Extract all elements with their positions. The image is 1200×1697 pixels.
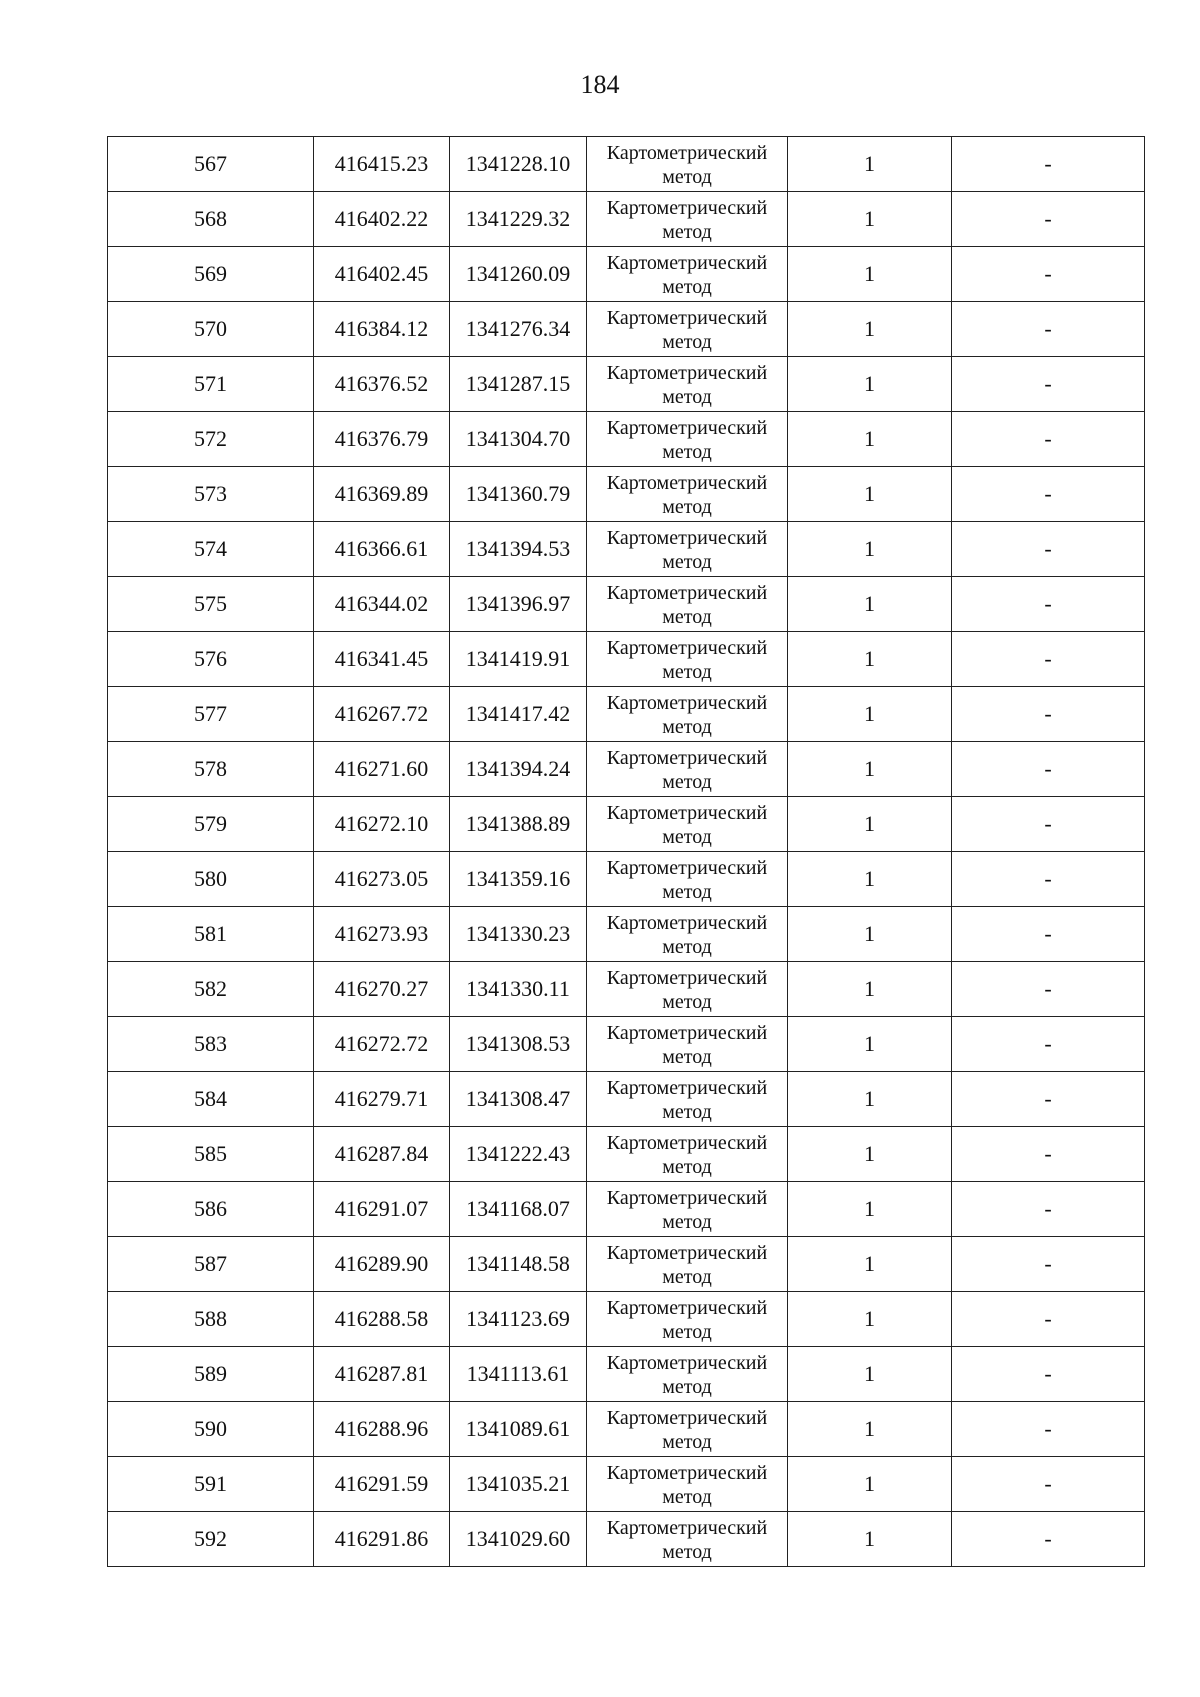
point-number-cell: 575 — [108, 577, 314, 632]
method-line-2: метод — [662, 881, 712, 903]
point-number-cell: 581 — [108, 907, 314, 962]
x-coordinate-cell: 416273.05 — [314, 852, 450, 907]
note-cell: - — [952, 1402, 1145, 1457]
method-line-1: Картометрический — [606, 142, 768, 164]
point-number-cell: 573 — [108, 467, 314, 522]
method-line-1: Картометрический — [606, 1022, 768, 1044]
point-number-cell: 587 — [108, 1237, 314, 1292]
note-cell: - — [952, 577, 1145, 632]
note-cell: - — [952, 1512, 1145, 1567]
note-cell: - — [952, 1072, 1145, 1127]
method-line-1: Картометрический — [606, 1132, 768, 1154]
method-line-2: метод — [662, 441, 712, 463]
note-cell: - — [952, 687, 1145, 742]
method-cell — [587, 412, 788, 467]
table-row — [108, 137, 1145, 192]
method-cell — [587, 1182, 788, 1237]
method-cell — [587, 1292, 788, 1347]
method-line-2: метод — [662, 551, 712, 573]
x-coordinate-cell: 416341.45 — [314, 632, 450, 687]
method-cell — [587, 797, 788, 852]
y-coordinate-cell: 1341029.60 — [450, 1512, 587, 1567]
accuracy-cell: 1 — [788, 1127, 952, 1182]
point-number-cell: 579 — [108, 797, 314, 852]
point-number-cell: 571 — [108, 357, 314, 412]
note-cell: - — [952, 1457, 1145, 1512]
table-row — [108, 687, 1145, 742]
y-coordinate-cell: 1341123.69 — [450, 1292, 587, 1347]
method-line-1: Картометрический — [606, 197, 768, 219]
y-coordinate-cell: 1341360.79 — [450, 467, 587, 522]
table-row — [108, 1512, 1145, 1567]
table-row — [108, 1017, 1145, 1072]
note-cell: - — [952, 1017, 1145, 1072]
method-line-2: метод — [662, 1266, 712, 1288]
y-coordinate-cell: 1341394.53 — [450, 522, 587, 577]
y-coordinate-cell: 1341330.23 — [450, 907, 587, 962]
point-number-cell: 590 — [108, 1402, 314, 1457]
method-cell — [587, 742, 788, 797]
accuracy-cell: 1 — [788, 522, 952, 577]
point-number-cell: 576 — [108, 632, 314, 687]
method-line-1: Картометрический — [606, 527, 768, 549]
y-coordinate-cell: 1341089.61 — [450, 1402, 587, 1457]
method-line-1: Картометрический — [606, 857, 768, 879]
x-coordinate-cell: 416272.72 — [314, 1017, 450, 1072]
method-line-2: метод — [662, 276, 712, 298]
note-cell: - — [952, 907, 1145, 962]
table-row — [108, 522, 1145, 577]
method-line-1: Картометрический — [606, 802, 768, 824]
method-cell — [587, 137, 788, 192]
accuracy-cell: 1 — [788, 742, 952, 797]
method-line-2: метод — [662, 1431, 712, 1453]
y-coordinate-cell: 1341304.70 — [450, 412, 587, 467]
method-line-2: метод — [662, 1211, 712, 1233]
accuracy-cell: 1 — [788, 1292, 952, 1347]
table-row — [108, 192, 1145, 247]
table-row — [108, 852, 1145, 907]
method-cell — [587, 687, 788, 742]
method-cell — [587, 962, 788, 1017]
method-line-1: Картометрический — [606, 912, 768, 934]
method-line-1: Картометрический — [606, 1407, 768, 1429]
x-coordinate-cell: 416344.02 — [314, 577, 450, 632]
x-coordinate-cell: 416384.12 — [314, 302, 450, 357]
x-coordinate-cell: 416287.81 — [314, 1347, 450, 1402]
accuracy-cell: 1 — [788, 1347, 952, 1402]
method-line-2: метод — [662, 1486, 712, 1508]
x-coordinate-cell: 416366.61 — [314, 522, 450, 577]
coordinates-table — [107, 136, 1145, 1567]
table-row — [108, 467, 1145, 522]
method-line-2: метод — [662, 771, 712, 793]
accuracy-cell: 1 — [788, 1072, 952, 1127]
x-coordinate-cell: 416376.52 — [314, 357, 450, 412]
table-row — [108, 1127, 1145, 1182]
x-coordinate-cell: 416279.71 — [314, 1072, 450, 1127]
note-cell: - — [952, 1182, 1145, 1237]
method-line-2: метод — [662, 1376, 712, 1398]
table-row — [108, 1292, 1145, 1347]
method-line-1: Картометрический — [606, 252, 768, 274]
method-line-1: Картометрический — [606, 417, 768, 439]
method-line-2: метод — [662, 936, 712, 958]
method-line-1: Картометрический — [606, 582, 768, 604]
x-coordinate-cell: 416287.84 — [314, 1127, 450, 1182]
x-coordinate-cell: 416291.07 — [314, 1182, 450, 1237]
note-cell: - — [952, 742, 1145, 797]
method-cell — [587, 357, 788, 412]
method-cell — [587, 192, 788, 247]
y-coordinate-cell: 1341276.34 — [450, 302, 587, 357]
method-line-2: метод — [662, 1321, 712, 1343]
table-row — [108, 742, 1145, 797]
accuracy-cell: 1 — [788, 302, 952, 357]
point-number-cell: 574 — [108, 522, 314, 577]
y-coordinate-cell: 1341229.32 — [450, 192, 587, 247]
method-line-2: метод — [662, 606, 712, 628]
table-row — [108, 247, 1145, 302]
y-coordinate-cell: 1341359.16 — [450, 852, 587, 907]
accuracy-cell: 1 — [788, 1017, 952, 1072]
point-number-cell: 591 — [108, 1457, 314, 1512]
method-line-1: Картометрический — [606, 747, 768, 769]
point-number-cell: 592 — [108, 1512, 314, 1567]
x-coordinate-cell: 416376.79 — [314, 412, 450, 467]
table-row — [108, 1072, 1145, 1127]
method-line-2: метод — [662, 1156, 712, 1178]
accuracy-cell: 1 — [788, 1237, 952, 1292]
accuracy-cell: 1 — [788, 137, 952, 192]
point-number-cell: 572 — [108, 412, 314, 467]
method-line-2: метод — [662, 386, 712, 408]
method-cell — [587, 1347, 788, 1402]
method-line-1: Картометрический — [606, 472, 768, 494]
note-cell: - — [952, 1127, 1145, 1182]
y-coordinate-cell: 1341394.24 — [450, 742, 587, 797]
x-coordinate-cell: 416270.27 — [314, 962, 450, 1017]
y-coordinate-cell: 1341287.15 — [450, 357, 587, 412]
point-number-cell: 586 — [108, 1182, 314, 1237]
x-coordinate-cell: 416291.59 — [314, 1457, 450, 1512]
method-cell — [587, 852, 788, 907]
method-line-2: метод — [662, 221, 712, 243]
accuracy-cell: 1 — [788, 1402, 952, 1457]
x-coordinate-cell: 416272.10 — [314, 797, 450, 852]
point-number-cell: 588 — [108, 1292, 314, 1347]
point-number-cell: 569 — [108, 247, 314, 302]
method-line-2: метод — [662, 716, 712, 738]
method-cell — [587, 907, 788, 962]
x-coordinate-cell: 416271.60 — [314, 742, 450, 797]
x-coordinate-cell: 416288.96 — [314, 1402, 450, 1457]
table-row — [108, 412, 1145, 467]
table-row — [108, 1237, 1145, 1292]
note-cell: - — [952, 302, 1145, 357]
x-coordinate-cell: 416288.58 — [314, 1292, 450, 1347]
accuracy-cell: 1 — [788, 632, 952, 687]
method-cell — [587, 1457, 788, 1512]
y-coordinate-cell: 1341330.11 — [450, 962, 587, 1017]
note-cell: - — [952, 852, 1145, 907]
table-row — [108, 1402, 1145, 1457]
method-line-1: Картометрический — [606, 1352, 768, 1374]
accuracy-cell: 1 — [788, 577, 952, 632]
table-row — [108, 632, 1145, 687]
point-number-cell: 568 — [108, 192, 314, 247]
point-number-cell: 580 — [108, 852, 314, 907]
note-cell: - — [952, 797, 1145, 852]
point-number-cell: 577 — [108, 687, 314, 742]
y-coordinate-cell: 1341113.61 — [450, 1347, 587, 1402]
note-cell: - — [952, 247, 1145, 302]
point-number-cell: 583 — [108, 1017, 314, 1072]
point-number-cell: 582 — [108, 962, 314, 1017]
accuracy-cell: 1 — [788, 467, 952, 522]
method-cell — [587, 1402, 788, 1457]
method-line-2: метод — [662, 1541, 712, 1563]
x-coordinate-cell: 416369.89 — [314, 467, 450, 522]
x-coordinate-cell: 416415.23 — [314, 137, 450, 192]
method-line-1: Картометрический — [606, 307, 768, 329]
coordinates-table-body — [108, 137, 1145, 1567]
x-coordinate-cell: 416267.72 — [314, 687, 450, 742]
method-line-2: метод — [662, 496, 712, 518]
accuracy-cell: 1 — [788, 412, 952, 467]
method-cell — [587, 1127, 788, 1182]
page-number: 184 — [580, 70, 620, 99]
method-cell — [587, 632, 788, 687]
point-number-cell: 567 — [108, 137, 314, 192]
accuracy-cell: 1 — [788, 192, 952, 247]
x-coordinate-cell: 416273.93 — [314, 907, 450, 962]
method-line-1: Картометрический — [606, 1187, 768, 1209]
method-cell — [587, 1512, 788, 1567]
point-number-cell: 570 — [108, 302, 314, 357]
accuracy-cell: 1 — [788, 797, 952, 852]
x-coordinate-cell: 416402.22 — [314, 192, 450, 247]
accuracy-cell: 1 — [788, 1182, 952, 1237]
accuracy-cell: 1 — [788, 907, 952, 962]
method-line-1: Картометрический — [606, 1462, 768, 1484]
accuracy-cell: 1 — [788, 1512, 952, 1567]
table-row — [108, 577, 1145, 632]
note-cell: - — [952, 192, 1145, 247]
method-line-1: Картометрический — [606, 1242, 768, 1264]
point-number-cell: 585 — [108, 1127, 314, 1182]
note-cell: - — [952, 137, 1145, 192]
x-coordinate-cell: 416289.90 — [314, 1237, 450, 1292]
method-line-1: Картометрический — [606, 637, 768, 659]
accuracy-cell: 1 — [788, 962, 952, 1017]
method-line-1: Картометрический — [606, 967, 768, 989]
y-coordinate-cell: 1341419.91 — [450, 632, 587, 687]
method-line-2: метод — [662, 991, 712, 1013]
method-cell — [587, 247, 788, 302]
table-row — [108, 1347, 1145, 1402]
accuracy-cell: 1 — [788, 852, 952, 907]
method-line-2: метод — [662, 166, 712, 188]
note-cell: - — [952, 632, 1145, 687]
y-coordinate-cell: 1341260.09 — [450, 247, 587, 302]
y-coordinate-cell: 1341308.47 — [450, 1072, 587, 1127]
y-coordinate-cell: 1341168.07 — [450, 1182, 587, 1237]
table-row — [108, 962, 1145, 1017]
note-cell: - — [952, 1237, 1145, 1292]
note-cell: - — [952, 412, 1145, 467]
method-line-1: Картометрический — [606, 362, 768, 384]
accuracy-cell: 1 — [788, 1457, 952, 1512]
y-coordinate-cell: 1341228.10 — [450, 137, 587, 192]
table-row — [108, 1457, 1145, 1512]
y-coordinate-cell: 1341396.97 — [450, 577, 587, 632]
note-cell: - — [952, 1292, 1145, 1347]
method-line-1: Картометрический — [606, 692, 768, 714]
y-coordinate-cell: 1341308.53 — [450, 1017, 587, 1072]
point-number-cell: 578 — [108, 742, 314, 797]
method-line-2: метод — [662, 661, 712, 683]
x-coordinate-cell: 416402.45 — [314, 247, 450, 302]
method-cell — [587, 467, 788, 522]
y-coordinate-cell: 1341388.89 — [450, 797, 587, 852]
x-coordinate-cell: 416291.86 — [314, 1512, 450, 1567]
method-line-1: Картометрический — [606, 1297, 768, 1319]
y-coordinate-cell: 1341222.43 — [450, 1127, 587, 1182]
note-cell: - — [952, 467, 1145, 522]
method-cell — [587, 302, 788, 357]
method-cell — [587, 1072, 788, 1127]
point-number-cell: 589 — [108, 1347, 314, 1402]
method-line-2: метод — [662, 1101, 712, 1123]
method-line-2: метод — [662, 1046, 712, 1068]
method-line-1: Картометрический — [606, 1077, 768, 1099]
point-number-cell: 584 — [108, 1072, 314, 1127]
method-cell — [587, 522, 788, 577]
method-cell — [587, 1237, 788, 1292]
table-row — [108, 302, 1145, 357]
table-row — [108, 797, 1145, 852]
y-coordinate-cell: 1341417.42 — [450, 687, 587, 742]
y-coordinate-cell: 1341148.58 — [450, 1237, 587, 1292]
method-line-2: метод — [662, 331, 712, 353]
accuracy-cell: 1 — [788, 687, 952, 742]
note-cell: - — [952, 357, 1145, 412]
method-line-1: Картометрический — [606, 1517, 768, 1539]
method-cell — [587, 1017, 788, 1072]
table-row — [108, 1182, 1145, 1237]
accuracy-cell: 1 — [788, 357, 952, 412]
accuracy-cell: 1 — [788, 247, 952, 302]
y-coordinate-cell: 1341035.21 — [450, 1457, 587, 1512]
note-cell: - — [952, 522, 1145, 577]
note-cell: - — [952, 1347, 1145, 1402]
table-row — [108, 907, 1145, 962]
method-line-2: метод — [662, 826, 712, 848]
method-cell — [587, 577, 788, 632]
table-row — [108, 357, 1145, 412]
note-cell: - — [952, 962, 1145, 1017]
